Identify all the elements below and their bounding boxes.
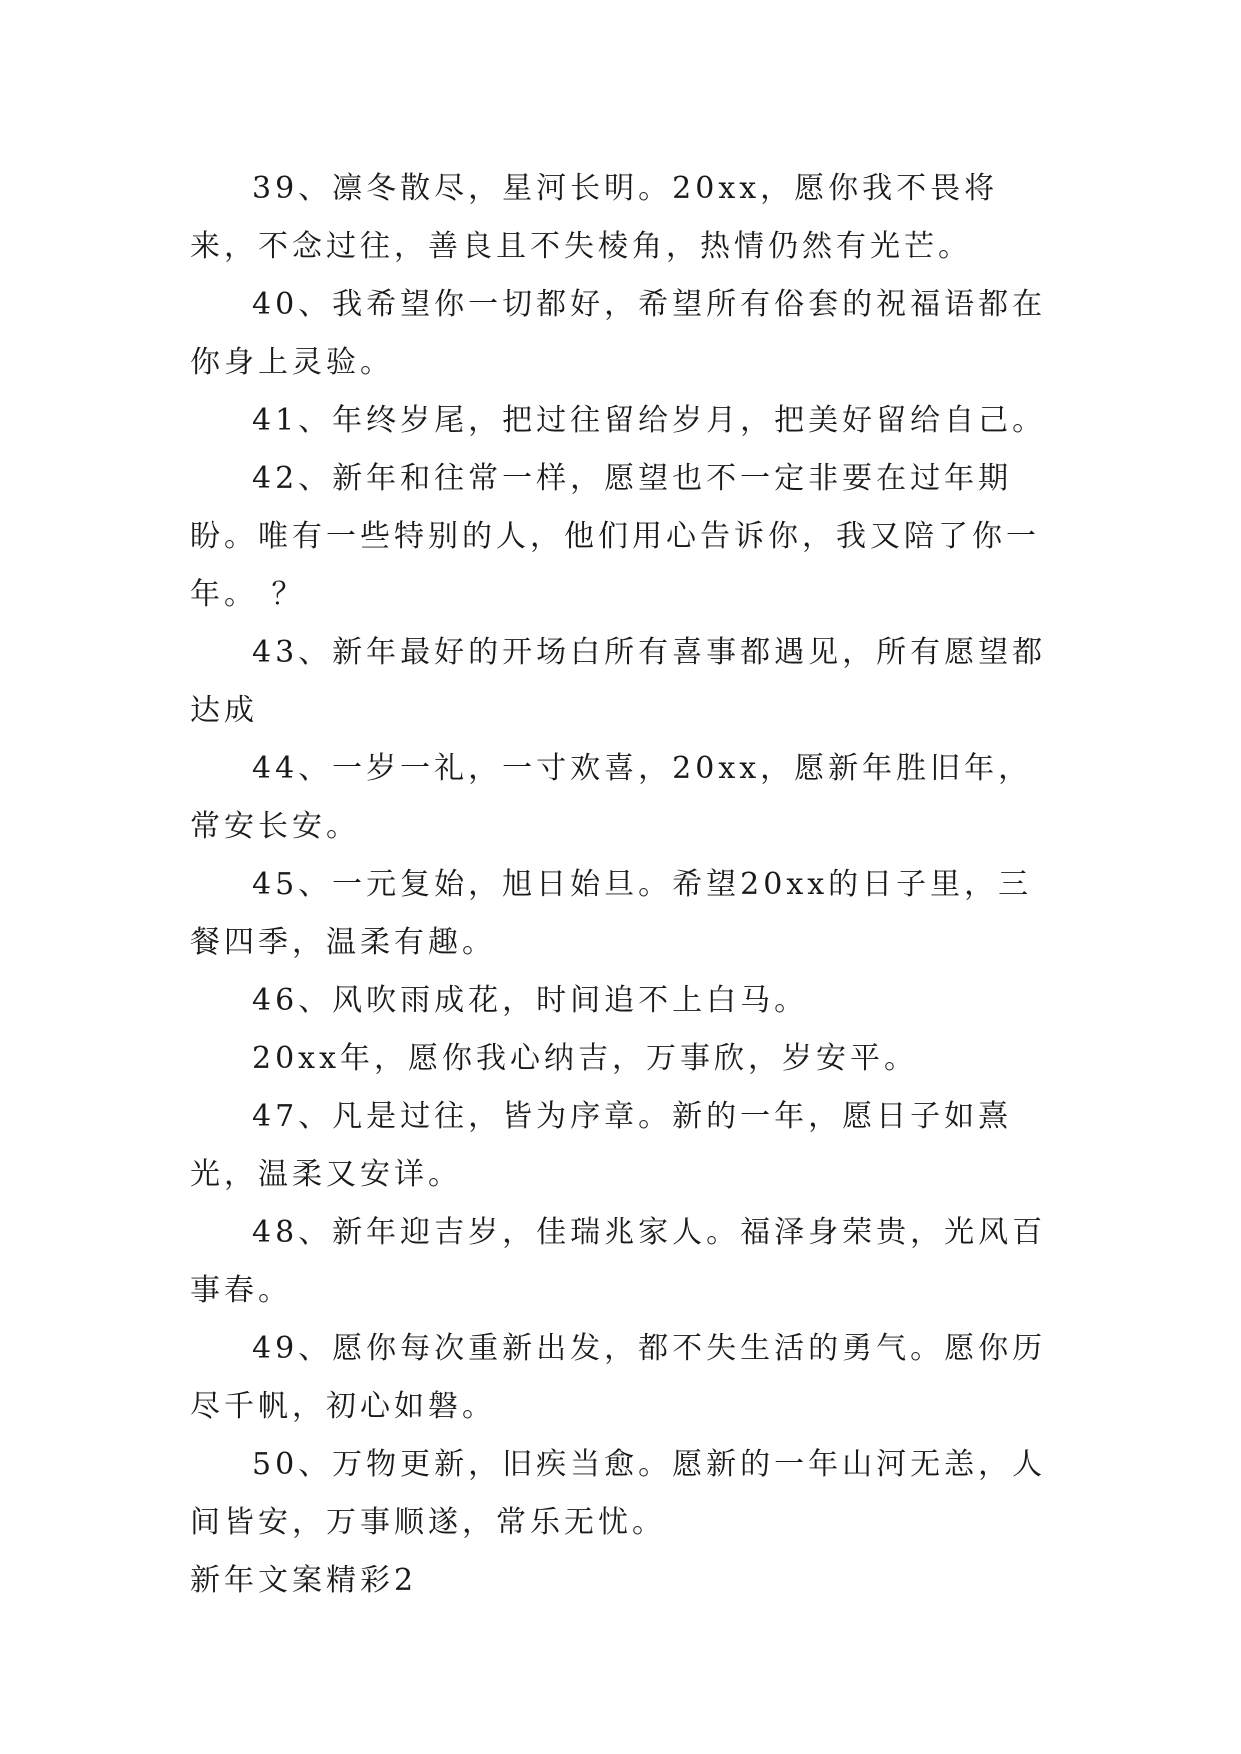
paragraph-48: 48、新年迎吉岁，佳瑞兆家人。福泽身荣贵，光风百事春。 bbox=[190, 1215, 1047, 1308]
paragraph-40: 40、我希望你一切都好，希望所有俗套的祝福语都在你身上灵验。 bbox=[190, 287, 1047, 380]
section-heading: 新年文案精彩2 bbox=[190, 1563, 418, 1598]
paragraph-39: 39、凛冬散尽，星河长明。20xx，愿你我不畏将来，不念过往，善良且不失棱角，热情仍然有光芒。 bbox=[190, 171, 999, 264]
paragraph-43: 43、新年最好的开场白所有喜事都遇见，所有愿望都达成 bbox=[190, 635, 1047, 728]
paragraph-44: 44、一岁一礼，一寸欢喜，20xx，愿新年胜旧年，常安长安。 bbox=[190, 751, 1033, 844]
paragraph-42: 42、新年和往常一样，愿望也不一定非要在过年期盼。唯有一些特别的人，他们用心告诉你，我又陪了你一年。 ？ bbox=[190, 461, 1040, 612]
document-body bbox=[190, 160, 1050, 1610]
paragraph-46-continued: 20xx年，愿你我心纳吉，万事欣，岁安平。 bbox=[252, 1041, 919, 1076]
paragraph-46: 46、风吹雨成花，时间追不上白马。 bbox=[252, 983, 809, 1018]
paragraph-47: 47、凡是过往，皆为序章。新的一年，愿日子如熹光，温柔又安详。 bbox=[190, 1099, 1013, 1192]
paragraph-50: 50、万物更新，旧疾当愈。愿新的一年山河无恙，人间皆安，万事顺遂，常乐无忧。 bbox=[190, 1447, 1047, 1540]
paragraph-49: 49、愿你每次重新出发，都不失生活的勇气。愿你历尽千帆，初心如磐。 bbox=[190, 1331, 1047, 1424]
paragraph-45: 45、一元复始，旭日始旦。希望20xx的日子里，三餐四季，温柔有趣。 bbox=[190, 867, 1033, 960]
paragraph-41: 41、年终岁尾，把过往留给岁月，把美好留给自己。 bbox=[252, 403, 1047, 438]
